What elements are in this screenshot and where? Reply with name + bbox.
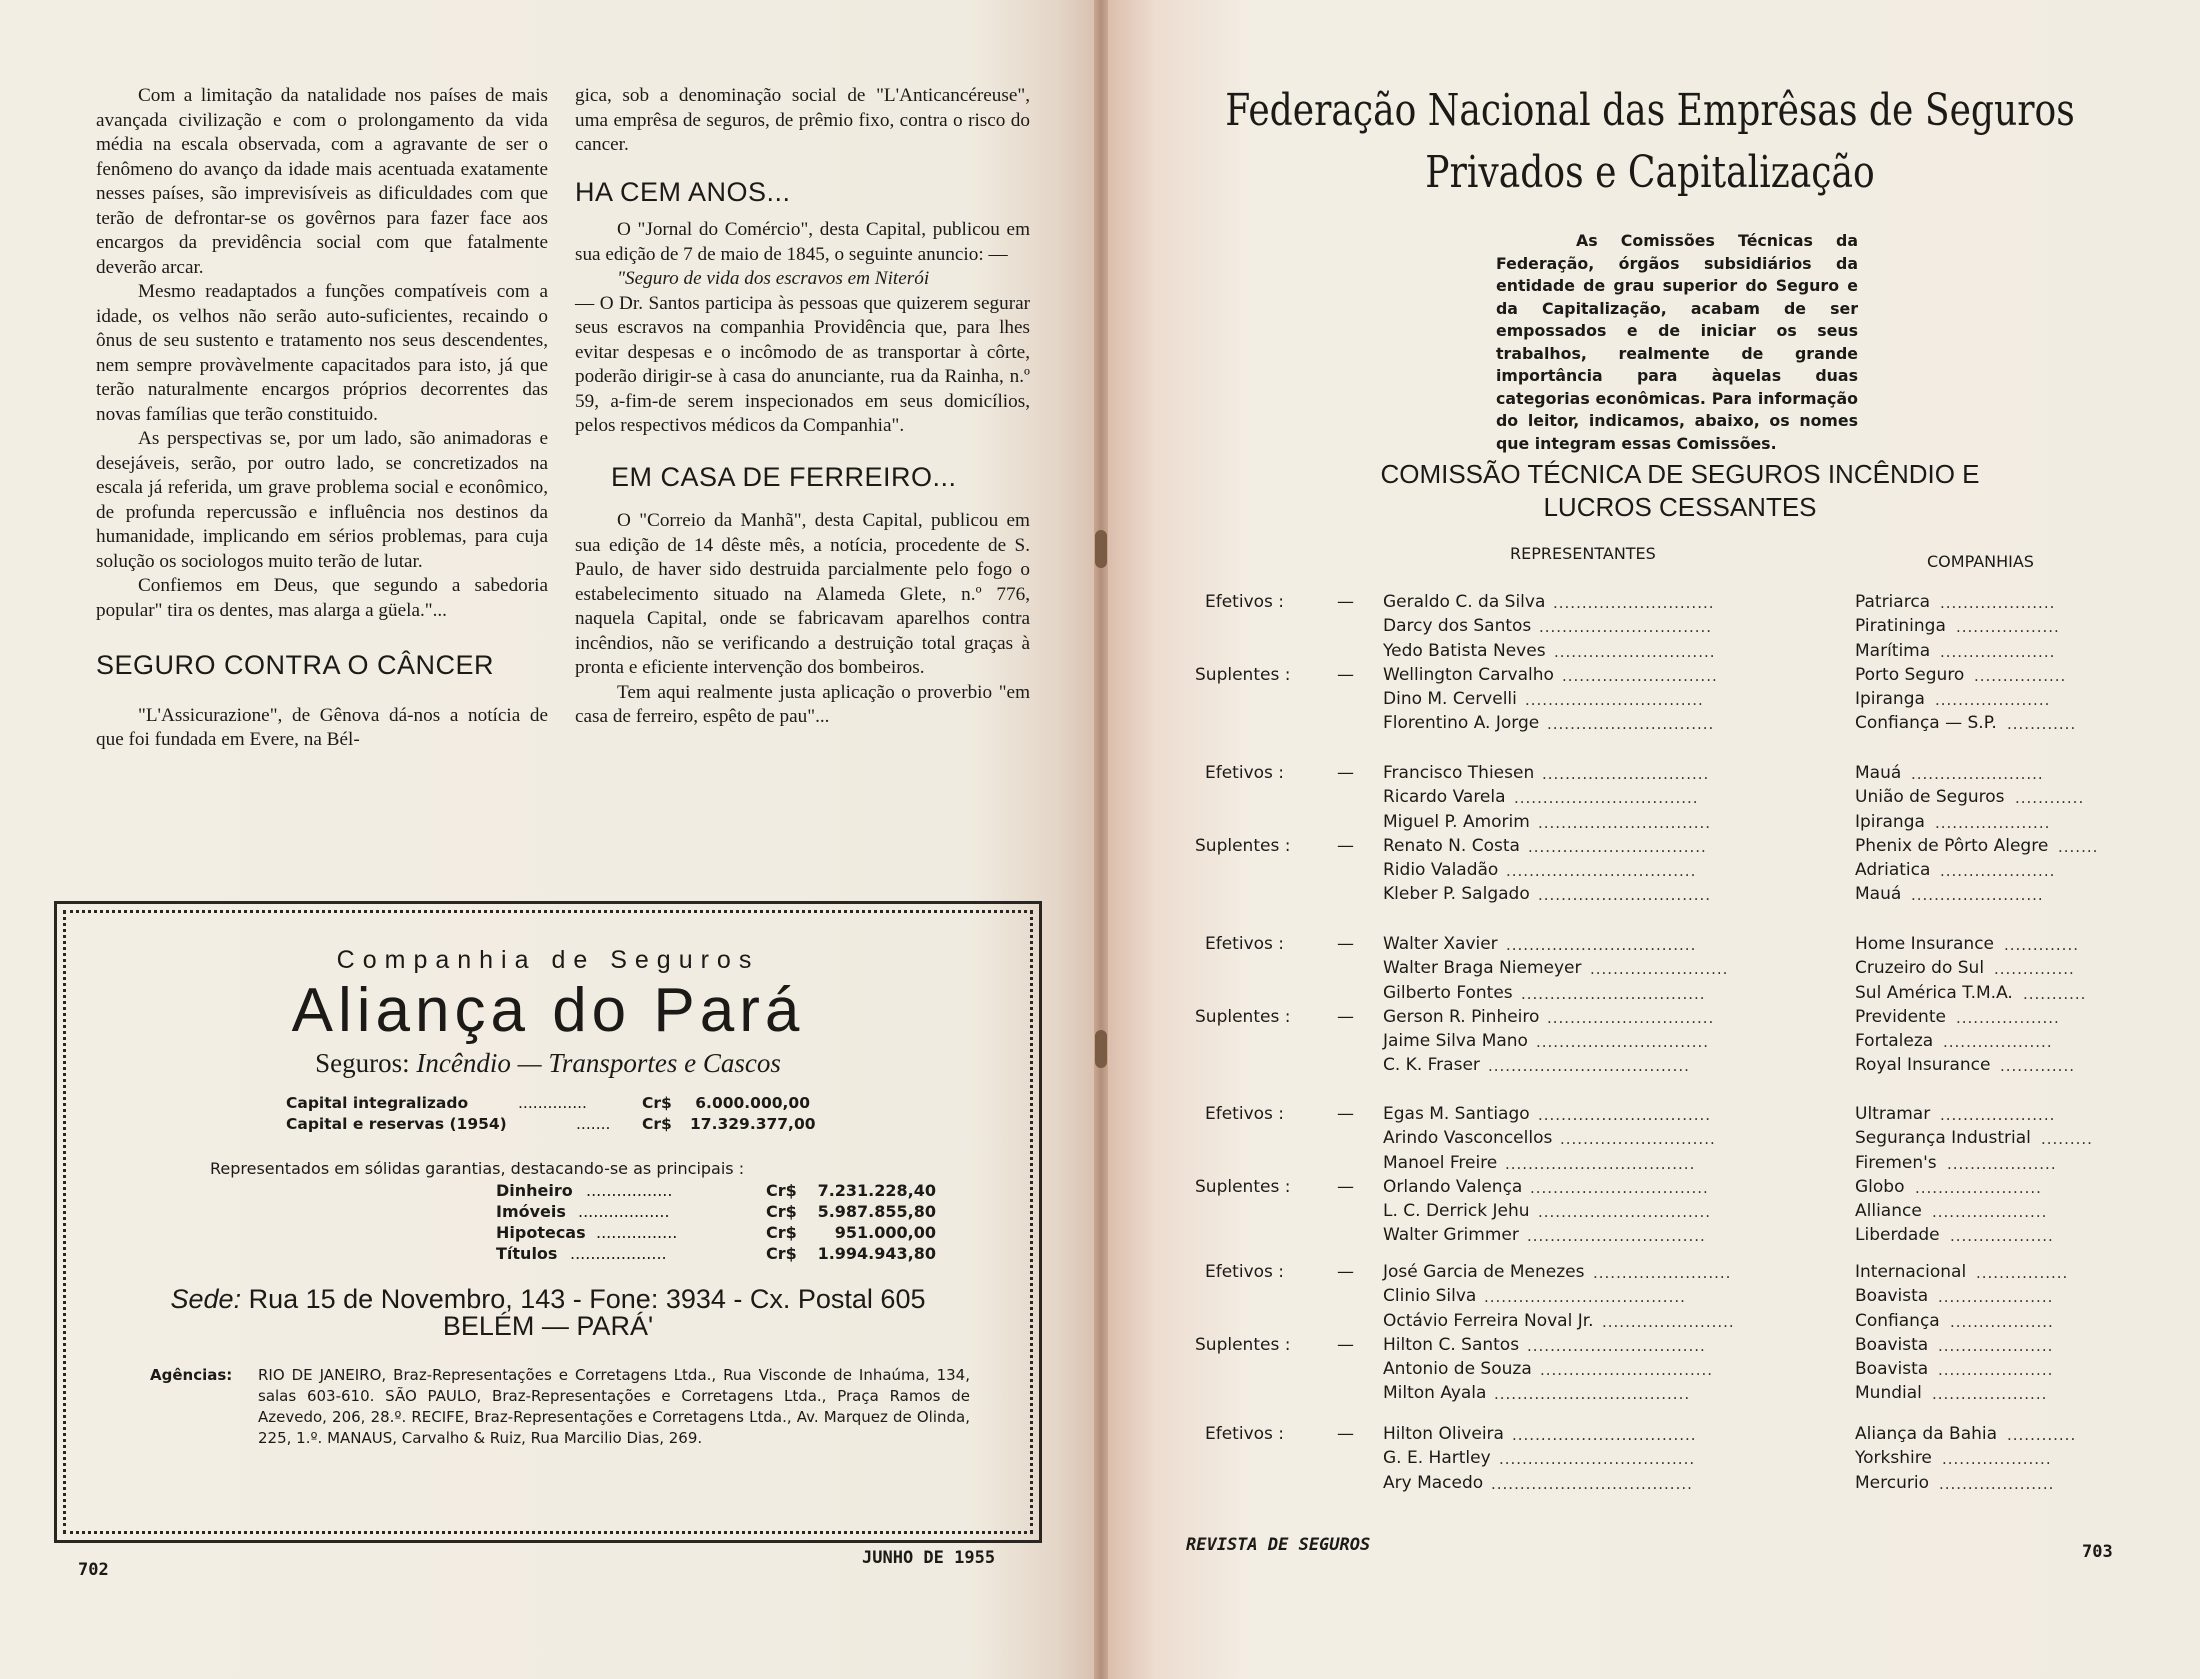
dots: ................ [596, 1223, 678, 1242]
header-representatives: REPRESENTANTES [1510, 544, 1656, 563]
ad-seguros-types: Incêndio — Transportes e Cascos [416, 1048, 781, 1078]
currency: Cr$ [766, 1202, 797, 1221]
leader-dots: .................... [1938, 1336, 2054, 1355]
leader-dots: .............................. [1536, 1033, 1710, 1052]
currency: Cr$ [766, 1223, 797, 1242]
staple-hole [1095, 530, 1107, 568]
company-name: Segurança Industrial [1855, 1128, 2031, 1149]
representative-name: Kleber P. Salgado [1383, 884, 1530, 905]
representative-name: Miguel P. Amorim [1383, 811, 1530, 832]
currency: Cr$ [766, 1181, 797, 1200]
page-number-right: 703 [2082, 1542, 2113, 1562]
company-name: Firemen's [1855, 1152, 1937, 1173]
ad-insurance-types [66, 1048, 1030, 1079]
label: Dinheiro [496, 1181, 573, 1200]
representative-name: Yedo Batista Neves [1383, 640, 1546, 661]
leader-dots: ............................. [1542, 765, 1710, 783]
dash: — [1337, 1006, 1354, 1027]
company-name: Porto Seguro [1855, 664, 1965, 685]
member-row [1195, 1153, 2135, 1177]
leader-dots: .................... [1940, 594, 2056, 612]
title-line: Privados e Capitalização [1425, 147, 1875, 198]
paragraph: Com a limitação da natalidade nos países de mais avançada civilização e com o prolongamento da vida média na escala observada, com a agravante de ser o fenômeno do avanço da idade mais acentuada exatamente nesses países, são imprevisíveis as dificuldades com que terão de defrontar-se os govêrnos para fazer face aos encargos da previdência social com que fatalmente deverão arcar. [96, 85, 548, 278]
ad-company-line: Companhia de Seguros [336, 946, 760, 974]
leader-dots: ................................. [1505, 1154, 1696, 1173]
paragraph: Mesmo readaptados a funções compatíveis com a idade, os velhos não serão auto-suficientes, recaindo o ônus de seu sustento e tratamento nos seus descendentes, nem sempre provàvelmente capacitados para isto, já que terão naturalmente encargos próprios decorrentes das novas famílias que terão constituido. [96, 281, 548, 425]
representative-name: Ary Macedo [1383, 1472, 1484, 1493]
company-name: Internacional [1855, 1262, 1967, 1282]
member-row [1195, 983, 2135, 1007]
value: 6.000.000,00 [695, 1094, 810, 1112]
member-group [1195, 934, 2135, 1080]
leader-dots: ................................... [1484, 1288, 1686, 1307]
member-row [1195, 1473, 2135, 1497]
dots: ................. [586, 1181, 673, 1200]
leader-dots: ................ [1974, 666, 2067, 685]
company-name: Liberdade [1855, 1225, 1940, 1246]
representative-name: Arindo Vasconcellos [1383, 1128, 1553, 1149]
member-row [1195, 958, 2135, 982]
efetivos-label: Efetivos : [1205, 1424, 1285, 1444]
company-name: Cruzeiro do Sul [1855, 958, 1985, 979]
representative-name: L. C. Derrick Jehu [1383, 1201, 1530, 1222]
leader-dots: .................... [1935, 813, 2051, 832]
leader-dots: ................... [1943, 1033, 2053, 1052]
ferreiro-heading: EM CASA DE FERREIRO... [611, 461, 957, 492]
paragraph: "L'Assicurazione", de Gênova dá-nos a notícia de que foi fundada em Evere, na Bél- [96, 704, 548, 750]
member-row [1195, 860, 2135, 884]
company-name: Alliance [1855, 1201, 1922, 1222]
leader-dots: ................................. [1506, 862, 1697, 881]
paragraph: O "Correio da Manhã", desta Capital, publicou em sua edição de 14 dêste mês, a notícia, procedente de S. Paulo, de haver sido destruida parcialmente pelo fogo o estabelecimento situado na Alameda Glete, n.º 776, naquela Capital, onde se fabricavam aparelhos contra incêndios, não se verificando a destruição total graças à pronta e eficiente intervenção dos bombeiros. [575, 510, 1030, 678]
member-row [1195, 1448, 2135, 1472]
dash: — [1337, 664, 1354, 685]
leader-dots: ............................... [1527, 1336, 1706, 1355]
member-group [1195, 1262, 2135, 1408]
member-row [1195, 763, 2135, 787]
dots: .................. [578, 1202, 670, 1221]
member-row [1195, 1031, 2135, 1055]
paragraph: — O Dr. Santos participa às pessoas que quizerem segurar seus escravos na companhia Providência que, para lhes evitar despesas e o incômodo de as transportar à côrte, poderão dirigir-se à casa do anunciante, rua da Rainha, n.º 59, a-fim-de serem inspecionados em seus domicílios, pelos respectivos médicos da Companhia". [575, 292, 1030, 436]
commission-title [1300, 458, 2060, 524]
paragraph: As perspectivas se, por um lado, são animadoras e desejáveis, serão, por outro lado, se concretizados na escala já referida, um grave problema social e econômico, de profunda repercussão e influência nos destinos da humanidade, implicando em sérios problemas, para cuja solução os sociologos muito terão de lutar. [96, 428, 548, 572]
leader-dots: ................................... [1491, 1474, 1693, 1493]
staple-hole [1095, 1030, 1107, 1068]
ad-sede-label: Sede: [170, 1284, 242, 1314]
leader-dots: ............................. [1547, 1008, 1715, 1027]
leader-dots: .................. [1956, 618, 2060, 637]
value: 7.231.228,40 [817, 1181, 936, 1200]
leader-dots: ............................ [1553, 594, 1715, 612]
label: Títulos [496, 1244, 558, 1263]
dash: — [1337, 1262, 1354, 1282]
leader-dots: ................................ [1512, 1426, 1697, 1444]
representative-name: Orlando Valença [1383, 1176, 1523, 1197]
company-name: Phenix de Pôrto Alegre [1855, 835, 2049, 856]
representative-name: Gerson R. Pinheiro [1383, 1006, 1540, 1027]
company-name: Patriarca [1855, 592, 1931, 612]
paragraph: gica, sob a denominação social de "L'Anticancéreuse", uma emprêsa de seguros, de prêmio fixo, contra o risco do cancer. [575, 85, 1030, 155]
dots: .............. [518, 1094, 587, 1112]
header-companies: COMPANHIAS [1927, 552, 2034, 571]
representative-name: G. E. Hartley [1383, 1448, 1491, 1469]
dots: ....... [576, 1115, 611, 1133]
member-row [1195, 713, 2135, 737]
ad-sede-address: Rua 15 de Novembro, 143 - Fone: 3934 - Cx. Postal 605 [248, 1284, 926, 1314]
representative-name: Walter Xavier [1383, 934, 1498, 954]
company-name: Yorkshire [1855, 1448, 1932, 1469]
member-row [1195, 1055, 2135, 1079]
leader-dots: .................... [1932, 1385, 2048, 1404]
federation-title [1100, 80, 2200, 204]
title-line: Federação Nacional das Emprêsas de Seguros [1225, 85, 2075, 136]
leader-dots: .................... [1938, 1288, 2054, 1307]
leader-dots: ........................ [1593, 1264, 1732, 1282]
leader-dots: ................................. [1506, 936, 1697, 954]
member-row [1195, 689, 2135, 713]
member-row [1195, 1311, 2135, 1335]
member-row [1195, 1335, 2135, 1359]
leader-dots: .................... [1935, 691, 2051, 710]
member-row [1195, 1177, 2135, 1201]
leader-dots: ....... [2058, 837, 2099, 856]
leader-dots: ....................... [1911, 765, 2044, 783]
member-row [1195, 787, 2135, 811]
leader-dots: ........................... [1562, 666, 1718, 685]
leader-dots: ................................... [1488, 1057, 1690, 1076]
ad-asset-row [496, 1243, 936, 1264]
ad-asset-row [496, 1180, 936, 1201]
leader-dots: ................................ [1521, 984, 1706, 1003]
member-row [1195, 1383, 2135, 1407]
representative-name: Florentino A. Jorge [1383, 713, 1540, 734]
representative-name: Darcy dos Santos [1383, 616, 1532, 637]
advertisement-alianca-do-para [63, 910, 1033, 1534]
ad-sede [66, 1286, 1030, 1340]
member-row [1195, 592, 2135, 616]
ad-agencias-text: RIO DE JANEIRO, Braz-Representações e Corretagens Ltda., Rua Visconde de Inhaúma, 134, salas 603-610. SÃO PAULO, Braz-Representações e Corretagens Ltda., Praça Ramos de Azevedo, 206, 28.º. RECIFE, Braz-Representações e Corretagens Ltda., Av. Marquez de Olinda, 225, 1.º. MANAUS, Carvalho & Ruiz, Rua Marcilio Dias, 269. [258, 1366, 970, 1447]
value: 951.000,00 [834, 1223, 936, 1242]
title-line: COMISSÃO TÉCNICA DE SEGUROS INCÊNDIO E [1380, 459, 1980, 489]
leader-dots: .............. [1994, 960, 2075, 979]
representative-name: Gilberto Fontes [1383, 982, 1513, 1003]
intro-text [1496, 230, 1858, 455]
suplentes-label: Suplentes : [1195, 664, 1291, 685]
label: Capital integralizado [286, 1094, 469, 1112]
leader-dots: .................................. [1499, 1450, 1696, 1469]
company-name: Mauá [1855, 884, 1902, 905]
representative-name: Ridio Valadão [1383, 860, 1499, 881]
paragraph: Tem aqui realmente justa aplicação o proverbio "em casa de ferreiro, espêto de pau"... [575, 681, 1030, 727]
company-name: Sul América T.M.A. [1855, 982, 2013, 1003]
leader-dots: .............................. [1538, 813, 1712, 832]
efetivos-label: Efetivos : [1205, 934, 1285, 954]
company-name: União de Seguros [1855, 787, 2005, 808]
dash: — [1337, 1334, 1354, 1355]
company-name: Home Insurance [1855, 934, 1995, 954]
column-1 [96, 84, 548, 753]
leader-dots: ................... [1947, 1154, 2057, 1173]
leader-dots: ........................ [1590, 960, 1729, 979]
leader-dots: ....................... [1911, 886, 2044, 905]
ad-capital-row [286, 1093, 810, 1114]
member-group [1195, 763, 2135, 909]
company-name: Confiança [1855, 1310, 1940, 1331]
ad-sede-city: BELÉM — PARÁ' [442, 1311, 654, 1341]
company-name: Ipiranga [1855, 811, 1925, 832]
leader-dots: ....................... [1602, 1312, 1735, 1331]
leader-dots: ............................... [1527, 1227, 1706, 1246]
member-row [1195, 1104, 2135, 1128]
leader-dots: .................. [1950, 1312, 2054, 1331]
company-name: Ipiranga [1855, 689, 1925, 710]
title-line: LUCROS CESSANTES [1543, 492, 1817, 522]
leader-dots: ............................... [1528, 837, 1707, 856]
paragraph: O "Jornal do Comércio", desta Capital, publicou em sua edição de 7 de maio de 1845, o seguinte anuncio: — [575, 219, 1030, 265]
member-row [1195, 1201, 2135, 1225]
representative-name: Antonio de Souza [1383, 1359, 1532, 1380]
leader-dots: .................... [1932, 1203, 2048, 1222]
leader-dots: ............................ [1554, 642, 1716, 661]
efetivos-label: Efetivos : [1205, 1104, 1285, 1124]
value: 1.994.943,80 [817, 1244, 936, 1263]
leader-dots: .............................. [1539, 618, 1713, 637]
leader-dots: .................................. [1494, 1385, 1691, 1404]
dash: — [1337, 934, 1354, 954]
member-group [1195, 1104, 2135, 1250]
leader-dots: ............ [2015, 789, 2085, 808]
representative-name: Renato N. Costa [1383, 835, 1520, 856]
representative-name: Geraldo C. da Silva [1383, 592, 1546, 612]
leader-dots: ......... [2041, 1130, 2093, 1149]
leader-dots: .............................. [1538, 1203, 1712, 1222]
dash: — [1337, 1176, 1354, 1197]
leader-dots: .............................. [1538, 886, 1712, 905]
member-row [1195, 665, 2135, 689]
column-2 [575, 84, 1030, 730]
representative-name: Dino M. Cervelli [1383, 689, 1517, 710]
suplentes-label: Suplentes : [1195, 1006, 1291, 1027]
representative-name: José Garcia de Menezes [1383, 1262, 1585, 1282]
ad-company-name: Aliança do Pará [291, 976, 805, 1045]
label: Capital e reservas (1954) [286, 1115, 507, 1133]
representative-name: Hilton Oliveira [1383, 1424, 1504, 1444]
leader-dots: ............ [2007, 715, 2077, 734]
leader-dots: ................................ [1514, 789, 1699, 808]
member-group [1195, 1424, 2135, 1497]
dash: — [1337, 592, 1354, 612]
member-row [1195, 1286, 2135, 1310]
leader-dots: .................... [1939, 1474, 2055, 1493]
cancer-heading: SEGURO CONTRA O CÂNCER [96, 650, 495, 680]
currency: Cr$ [642, 1115, 672, 1133]
leader-dots: ............................. [1547, 715, 1715, 734]
representative-name: Jaime Silva Mano [1383, 1031, 1528, 1052]
leader-dots: .................... [1940, 1106, 2056, 1124]
leader-dots: .............................. [1538, 1106, 1712, 1124]
member-row [1195, 1128, 2135, 1152]
leader-dots: ............. [2004, 936, 2079, 954]
binding-gutter [1094, 0, 1108, 1679]
currency: Cr$ [766, 1244, 797, 1263]
company-name: Piratininga [1855, 616, 1946, 637]
quote: "Seguro de vida dos escravos em Niterói [617, 268, 930, 289]
efetivos-label: Efetivos : [1205, 1262, 1285, 1282]
representative-name: Octávio Ferreira Noval Jr. [1383, 1310, 1594, 1331]
paragraph: Confiemos em Deus, que segundo a sabedoria popular" tira os dentes, mas alarga a güela."... [96, 575, 548, 621]
leader-dots: ................... [1942, 1450, 2052, 1469]
representative-name: Walter Braga Niemeyer [1383, 958, 1582, 979]
company-name: Ultramar [1855, 1104, 1931, 1124]
footer-date: JUNHO DE 1955 [862, 1548, 996, 1568]
company-name: Boavista [1855, 1359, 1929, 1380]
dash: — [1337, 835, 1354, 856]
leader-dots: .................. [1956, 1008, 2060, 1027]
leader-dots: .............................. [1540, 1361, 1714, 1380]
suplentes-label: Suplentes : [1195, 1176, 1291, 1197]
dash: — [1337, 1424, 1354, 1444]
ad-capital-row [286, 1114, 816, 1135]
leader-dots: .................... [1938, 1361, 2054, 1380]
company-name: Marítima [1855, 640, 1931, 661]
dash: — [1337, 1104, 1354, 1124]
leader-dots: .................. [1950, 1227, 2054, 1246]
company-name: Adriatica [1855, 860, 1931, 881]
ad-represented-text: Representados em sólidas garantias, destacando-se as principais : [210, 1159, 745, 1178]
member-row [1195, 934, 2135, 958]
ad-agencias [150, 1365, 970, 1449]
company-name: Boavista [1855, 1286, 1929, 1307]
value: 17.329.377,00 [690, 1115, 816, 1133]
representative-name: Hilton C. Santos [1383, 1334, 1520, 1355]
leader-dots: ...................... [1915, 1178, 2042, 1197]
company-name: Mercurio [1855, 1472, 1929, 1493]
page-number-left: 702 [78, 1560, 109, 1580]
ad-asset-row [496, 1222, 936, 1243]
ad-agencias-label: Agências: [150, 1366, 233, 1384]
company-name: Confiança — S.P. [1855, 713, 1997, 734]
representative-name: Egas M. Santiago [1383, 1104, 1530, 1124]
leader-dots: ............. [2000, 1057, 2075, 1076]
suplentes-label: Suplentes : [1195, 835, 1291, 856]
member-row [1195, 1007, 2135, 1031]
dots: ................... [570, 1244, 667, 1263]
label: Imóveis [496, 1202, 566, 1221]
company-name: Fortaleza [1855, 1031, 1934, 1052]
leader-dots: ........... [2023, 984, 2087, 1003]
member-row [1195, 641, 2135, 665]
company-name: Mauá [1855, 763, 1902, 783]
representative-name: Milton Ayala [1383, 1383, 1487, 1404]
leader-dots: ................ [1976, 1264, 2069, 1282]
member-row [1195, 812, 2135, 836]
cem-anos-heading: HA CEM ANOS... [575, 176, 791, 207]
company-name: Aliança da Bahia [1855, 1424, 1998, 1444]
ad-assets-table [496, 1180, 936, 1264]
leader-dots: ............ [2007, 1426, 2077, 1444]
representative-name: Ricardo Varela [1383, 787, 1506, 808]
member-row [1195, 884, 2135, 908]
representative-name: Clinio Silva [1383, 1286, 1477, 1307]
member-row [1195, 1262, 2135, 1286]
leader-dots: ........................... [1560, 1130, 1716, 1149]
ad-asset-row [496, 1201, 936, 1222]
company-name: Previdente [1855, 1006, 1946, 1027]
dash: — [1337, 763, 1354, 783]
representative-name: Francisco Thiesen [1383, 763, 1535, 783]
company-name: Boavista [1855, 1334, 1929, 1355]
member-row [1195, 1424, 2135, 1448]
value: 5.987.855,80 [817, 1202, 936, 1221]
leader-dots: ............................... [1530, 1178, 1709, 1197]
company-name: Royal Insurance [1855, 1055, 1991, 1076]
company-name: Mundial [1855, 1383, 1922, 1404]
member-row [1195, 1225, 2135, 1249]
company-name: Globo [1855, 1176, 1905, 1197]
leader-dots: .................... [1940, 862, 2056, 881]
efetivos-label: Efetivos : [1205, 763, 1285, 783]
intro-paragraph: As Comissões Técnicas da Federação, órgãos subsidiários da entidade de grau superior do Seguro e da Capitalização, acabam de ser empossados e de iniciar os seus trabalhos, realmente de grande importância para àquelas duas categorias econômicas. Para informação do leitor, indicamos, abaixo, os nomes que integram essas Comissões. [1496, 231, 1858, 453]
member-group [1195, 592, 2135, 738]
leader-dots: ............................... [1525, 691, 1704, 710]
efetivos-label: Efetivos : [1205, 592, 1285, 612]
suplentes-label: Suplentes : [1195, 1334, 1291, 1355]
leader-dots: .................... [1940, 642, 2056, 661]
label: Hipotecas [496, 1223, 586, 1242]
member-row [1195, 1359, 2135, 1383]
representative-name: Manoel Freire [1383, 1152, 1498, 1173]
representative-name: C. K. Fraser [1383, 1055, 1480, 1076]
member-row [1195, 616, 2135, 640]
ad-seguros-label: Seguros: [315, 1048, 410, 1078]
representative-name: Walter Grimmer [1383, 1225, 1519, 1246]
currency: Cr$ [642, 1094, 672, 1112]
ad-capital-table [286, 1093, 816, 1135]
footer-magazine: REVISTA DE SEGUROS [1186, 1535, 1371, 1555]
member-row [1195, 836, 2135, 860]
representative-name: Wellington Carvalho [1383, 664, 1554, 685]
